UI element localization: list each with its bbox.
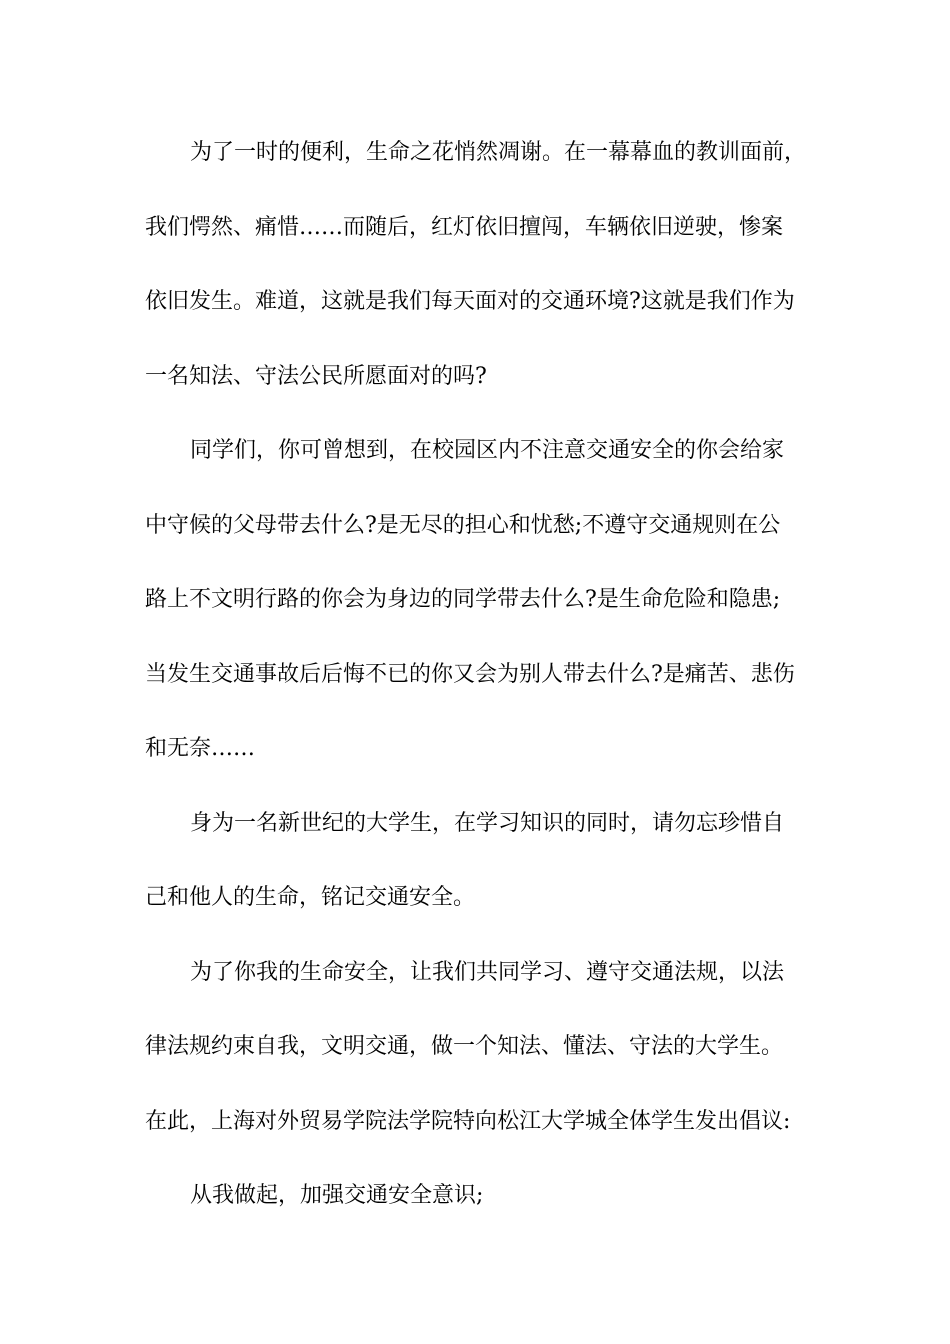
paragraph-line: 身为一名新世纪的大学生，在学习知识的同时，请勿忘珍惜自	[190, 810, 785, 836]
paragraph-line: 当发生交通事故后后悔不已的你又会为别人带去什么?是痛苦、悲伤	[145, 661, 795, 687]
paragraph-line: 依旧发生。难道，这就是我们每天面对的交通环境?这就是我们作为	[145, 289, 795, 314]
paragraph-line: 己和他人的生命，铭记交通安全。	[145, 885, 476, 910]
paragraph-line: 从我做起，加强交通安全意识;	[190, 1183, 484, 1208]
paragraph-line: 和无奈……	[145, 736, 256, 761]
paragraph-line: 为了你我的生命安全，让我们共同学习、遵守交通法规，以法	[190, 959, 785, 985]
paragraph-line: 路上不文明行路的你会为身边的同学带去什么?是生命危险和隐患;	[145, 587, 781, 612]
paragraph-line: 中守候的父母带去什么?是无尽的担心和忧愁;不遵守交通规则在公	[145, 512, 781, 538]
paragraph-line: 为了一时的便利，生命之花悄然凋谢。在一幕幕血的教训面前，	[190, 140, 807, 165]
paragraph-line: 我们愕然、痛惜……而随后，红灯依旧擅闯，车辆依旧逆驶，惨案	[145, 214, 784, 240]
paragraph-line: 在此，上海对外贸易学院法学院特向松江大学城全体学生发出倡议:	[145, 1108, 791, 1134]
paragraph-line: 同学们，你可曾想到，在校园区内不注意交通安全的你会给家	[190, 438, 785, 463]
document-body	[145, 128, 825, 1246]
paragraph-line: 律法规约束自我，文明交通，做一个知法、懂法、守法的大学生。	[145, 1034, 784, 1059]
paragraph-line: 一名知法、守法公民所愿面对的吗?	[145, 363, 487, 389]
